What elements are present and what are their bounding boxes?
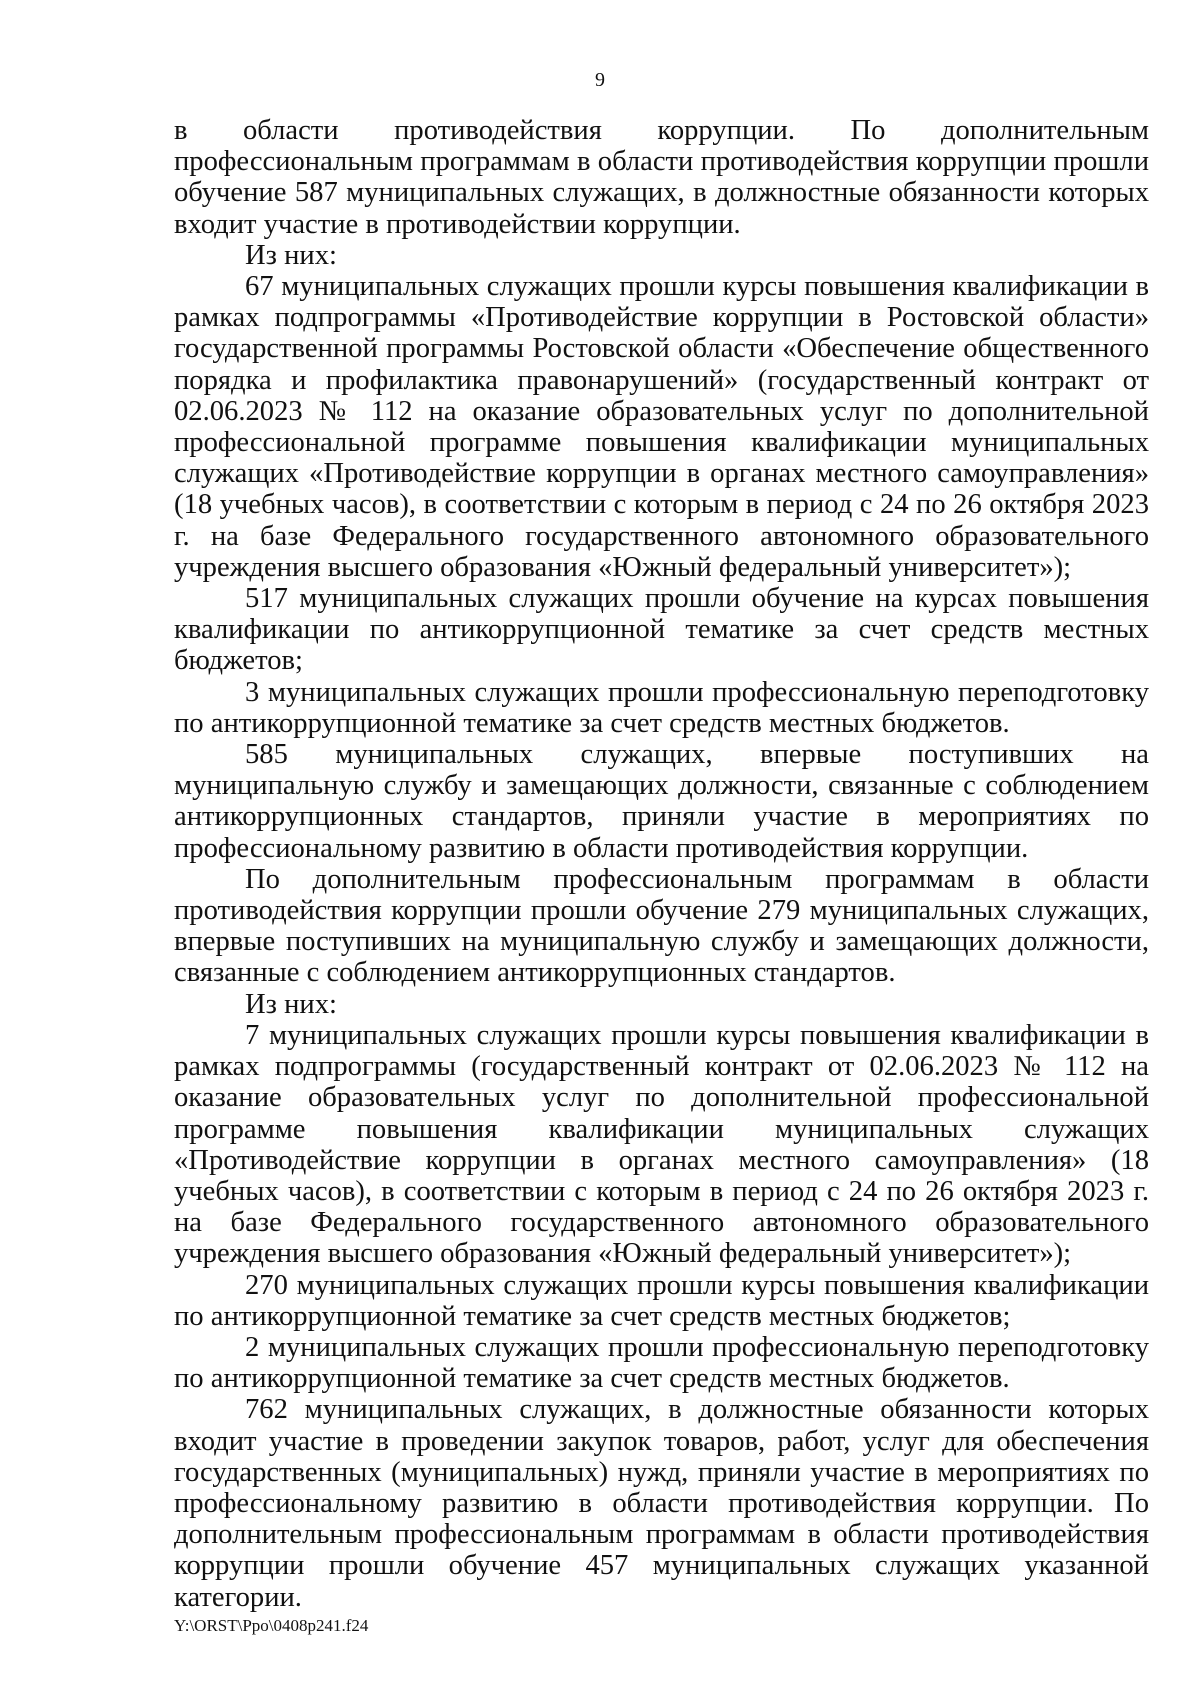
document-body: [174, 115, 1149, 1613]
paragraph-of-them-2: Из них:: [245, 988, 337, 1020]
paragraph-67-servants: 67 муниципальных служащих прошли курсы повышения квалификации в рамках подпрограммы «Противодействие коррупции в Ростовской области» государственной программы Ростовской области «Обеспечение общественного порядка и профилактика правонарушений» (государственный контракт от 02.06.2023 № 112 на оказание образовательных услуг по дополнительной профессиональной программе повышения квалификации муниципальных служащих «Противодействие коррупции в органах местного самоуправления» (18 учебных часов), в соответствии с которым в период с 24 по 26 октября 2023 г. на базе Федерального государственного автономного образовательного учреждения высшего образования «Южный федеральный университет»);: [174, 271, 1149, 583]
paragraph-517-servants: 517 муниципальных служащих прошли обучение на курсах повышения квалификации по антикоррупционной тематике за счет средств местных бюджетов;: [174, 583, 1149, 677]
paragraph-3-servants: 3 муниципальных служащих прошли профессиональную переподготовку по антикоррупционной тематике за счет средств местных бюджетов.: [174, 676, 1149, 739]
page-number: 9: [595, 69, 605, 91]
paragraph-of-them-1: Из них:: [245, 239, 337, 271]
paragraph-270-servants: 270 муниципальных служащих прошли курсы повышения квалификации по антикоррупционной тематике за счет средств местных бюджетов;: [174, 1269, 1149, 1332]
paragraph-279-servants: По дополнительным профессиональным программам в области противодействия коррупции прошли обучение 279 муниципальных служащих, впервые поступивших на муниципальную службу и замещающих должности, связанные с соблюдением антикоррупционных стандартов.: [174, 863, 1149, 989]
footer-file-path: Y:\ORST\Ppo\0408p241.f24: [174, 1616, 369, 1635]
paragraph-585-servants: 585 муниципальных служащих, впервые поступивших на муниципальную службу и замещающих должности, связанные с соблюдением антикоррупционных стандартов, приняли участие в мероприятиях по профессиональному развитию в области противодействия коррупции.: [174, 739, 1149, 864]
paragraph-2-servants: 2 муниципальных служащих прошли профессиональную переподготовку по антикоррупционной тематике за счет средств местных бюджетов.: [174, 1331, 1149, 1395]
paragraph-continuation: в области противодействия коррупции. По дополнительным профессиональным программам в области противодействия коррупции прошли обучение 587 муниципальных служащих, в должностные обязанности которых входит участие в противодействии коррупции.: [174, 115, 1149, 240]
paragraph-7-servants: 7 муниципальных служащих прошли курсы повышения квалификации в рамках подпрограммы (государственный контракт от 02.06.2023 № 112 на оказание образовательных услуг по дополнительной профессиональной программе повышения квалификации муниципальных служащих «Противодействие коррупции в органах местного самоуправления» (18 учебных часов), в соответствии с которым в период с 24 по 26 октября 2023 г. на базе Федерального государственного автономного образовательного учреждения высшего образования «Южный федеральный университет»);: [174, 1019, 1149, 1270]
paragraph-762-servants: 762 муниципальных служащих, в должностные обязанности которых входит участие в проведении закупок товаров, работ, услуг для обеспечения государственных (муниципальных) нужд, приняли участие в мероприятиях по профессиональному развитию в области противодействия коррупции. По дополнительным профессиональным программам в области противодействия коррупции прошли обучение 457 муниципальных служащих указанной категории.: [174, 1394, 1149, 1613]
